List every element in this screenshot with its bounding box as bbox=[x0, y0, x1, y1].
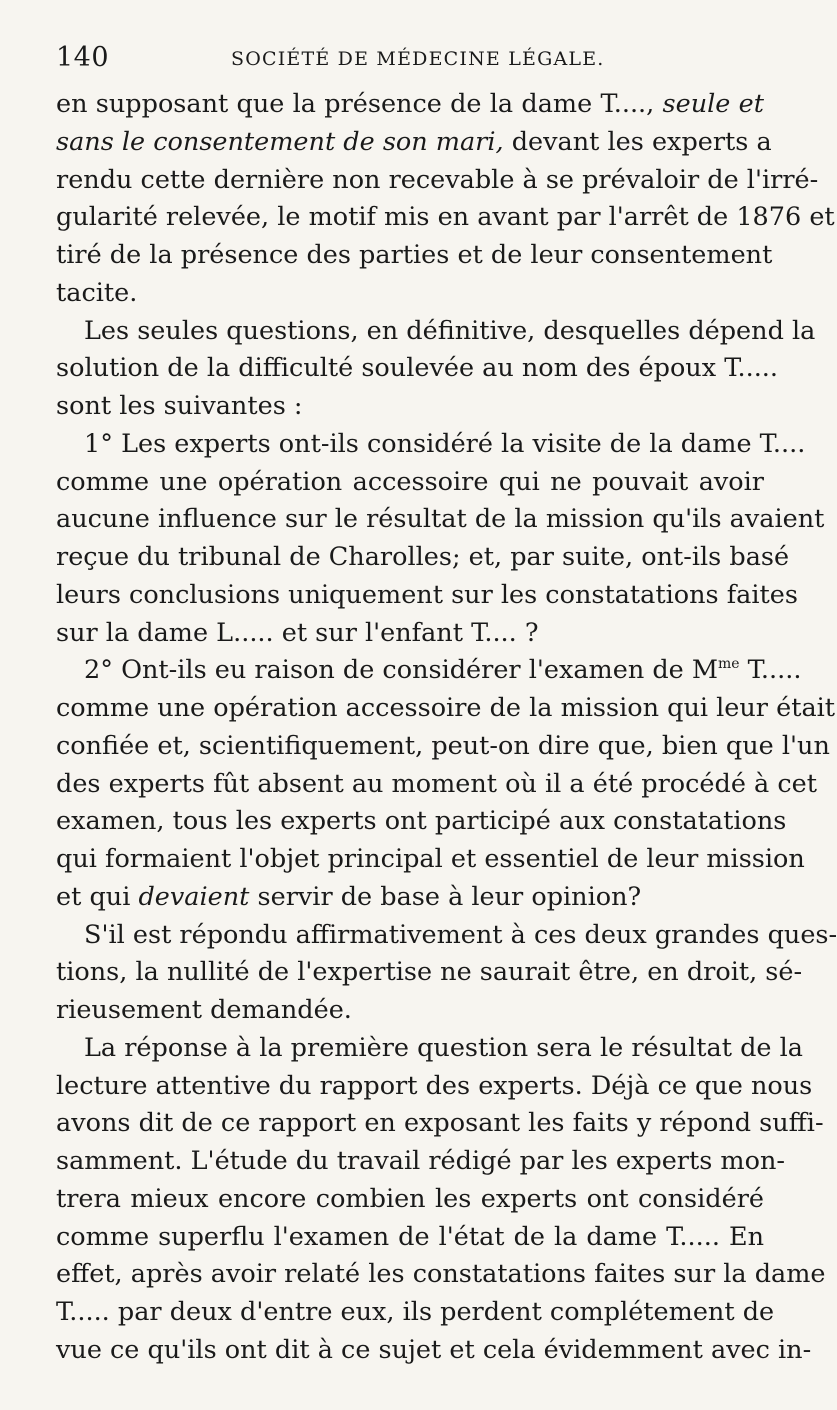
text-line bbox=[56, 652, 802, 690]
text-line bbox=[56, 1143, 785, 1181]
text-span: Les seules questions, en définitive, desquelles dépend la bbox=[84, 315, 816, 346]
page-header bbox=[56, 38, 764, 82]
text-line bbox=[56, 1256, 826, 1294]
text-span: des experts fût absent au moment où il a été procédé à cet bbox=[56, 768, 817, 799]
text-line bbox=[56, 237, 773, 275]
text-line bbox=[56, 350, 779, 388]
text-span: servir de base à leur opinion? bbox=[249, 881, 642, 912]
text-span: et qui bbox=[56, 881, 139, 912]
text-span: sur la dame L..... et sur l'enfant T.... ? bbox=[56, 617, 539, 648]
text-span: S'il est répondu affirmativement à ces deux grandes ques- bbox=[84, 919, 837, 950]
text-line bbox=[56, 803, 787, 841]
text-line bbox=[56, 86, 764, 124]
text-line bbox=[56, 124, 772, 162]
italic-text: sans le consentement de son mari, bbox=[56, 126, 504, 157]
text-span: en supposant que la présence de la dame T...., bbox=[56, 89, 663, 119]
text-span: comme une opération accessoire de la mission qui leur était bbox=[56, 693, 836, 723]
text-line bbox=[56, 879, 764, 917]
text-span: avons dit de ce rapport en exposant les faits y répond suffi- bbox=[56, 1108, 824, 1139]
text-line bbox=[56, 1181, 764, 1219]
text-line bbox=[56, 841, 805, 879]
text-span: T..... par deux d'entre eux, ils perdent complétement de bbox=[56, 1297, 775, 1327]
text-span: gularité relevée, le motif mis en avant par l'arrêt de 1876 et bbox=[56, 202, 835, 233]
text-line bbox=[56, 766, 817, 804]
text-line bbox=[56, 690, 836, 728]
page-number: 140 bbox=[56, 42, 110, 73]
text-line bbox=[56, 1332, 812, 1370]
text-line bbox=[56, 615, 764, 653]
text-span: sont les suivantes : bbox=[56, 391, 303, 421]
text-line bbox=[56, 1219, 764, 1257]
text-span: samment. L'étude du travail rédigé par les experts mon- bbox=[56, 1146, 785, 1176]
text-span: confiée et, scientifiquement, peut-on dire que, bien que l'un bbox=[56, 730, 830, 761]
text-span: leurs conclusions uniquement sur les constatations faites bbox=[56, 579, 798, 610]
text-span: examen, tous les experts ont participé aux constatations bbox=[56, 806, 787, 837]
text-span: devant les experts a bbox=[503, 126, 772, 157]
text-line bbox=[56, 728, 830, 766]
text-span: solution de la difficulté soulevée au nom des époux T..... bbox=[56, 353, 779, 384]
text-line bbox=[56, 388, 764, 426]
text-span: reçue du tribunal de Charolles; et, par suite, ont-ils basé bbox=[56, 542, 790, 572]
text-line bbox=[56, 199, 835, 237]
body-text bbox=[56, 86, 837, 1370]
italic-text: seule et bbox=[662, 89, 764, 119]
text-line bbox=[56, 1068, 813, 1106]
text-line bbox=[56, 992, 764, 1030]
text-line bbox=[56, 917, 837, 955]
text-span: aucune influence sur le résultat de la mission qu'ils avaient bbox=[56, 504, 825, 535]
text-span: tacite. bbox=[56, 277, 138, 308]
text-span: comme une opération accessoire qui ne pouvait avoir bbox=[56, 466, 764, 497]
text-span: rendu cette dernière non recevable à se prévaloir de l'irré- bbox=[56, 164, 819, 195]
text-line bbox=[56, 275, 764, 313]
running-title: SOCIÉTÉ DE MÉDECINE LÉGALE. bbox=[231, 48, 605, 70]
text-line bbox=[56, 1294, 775, 1332]
text-line bbox=[56, 539, 790, 577]
text-span: La réponse à la première question sera le résultat de la bbox=[84, 1032, 803, 1063]
text-span: qui formaient l'objet principal et essentiel de leur mission bbox=[56, 844, 805, 874]
text-span: rieusement demandée. bbox=[56, 995, 352, 1025]
text-line bbox=[56, 954, 803, 992]
text-span: tions, la nullité de l'expertise ne saurait être, en droit, sé- bbox=[56, 957, 803, 988]
text-line bbox=[56, 162, 819, 200]
text-line bbox=[56, 313, 816, 351]
text-span: vue ce qu'ils ont dit à ce sujet et cela évidemment avec in- bbox=[56, 1334, 812, 1365]
text-span: trera mieux encore combien les experts ont considéré bbox=[56, 1183, 764, 1214]
superscript: me bbox=[718, 656, 740, 673]
text-span: 1° Les experts ont-ils considéré la visite de la dame T.... bbox=[84, 428, 806, 459]
text-span: comme superflu l'examen de l'état de la dame T..... En bbox=[56, 1221, 764, 1252]
text-line bbox=[56, 577, 798, 615]
text-line bbox=[56, 501, 825, 539]
text-span: 2° Ont-ils eu raison de considérer l'examen de M bbox=[84, 655, 718, 686]
italic-text: devaient bbox=[138, 881, 250, 912]
text-line bbox=[56, 464, 764, 502]
text-span: effet, après avoir relaté les constatations faites sur la dame bbox=[56, 1259, 826, 1290]
text-line bbox=[56, 426, 806, 464]
text-line bbox=[56, 1030, 803, 1068]
text-span: tiré de la présence des parties et de leur consentement bbox=[56, 240, 773, 270]
text-span: lecture attentive du rapport des experts. Déjà ce que nous bbox=[56, 1070, 813, 1101]
text-line bbox=[56, 1105, 824, 1143]
text-span: T..... bbox=[739, 655, 802, 686]
